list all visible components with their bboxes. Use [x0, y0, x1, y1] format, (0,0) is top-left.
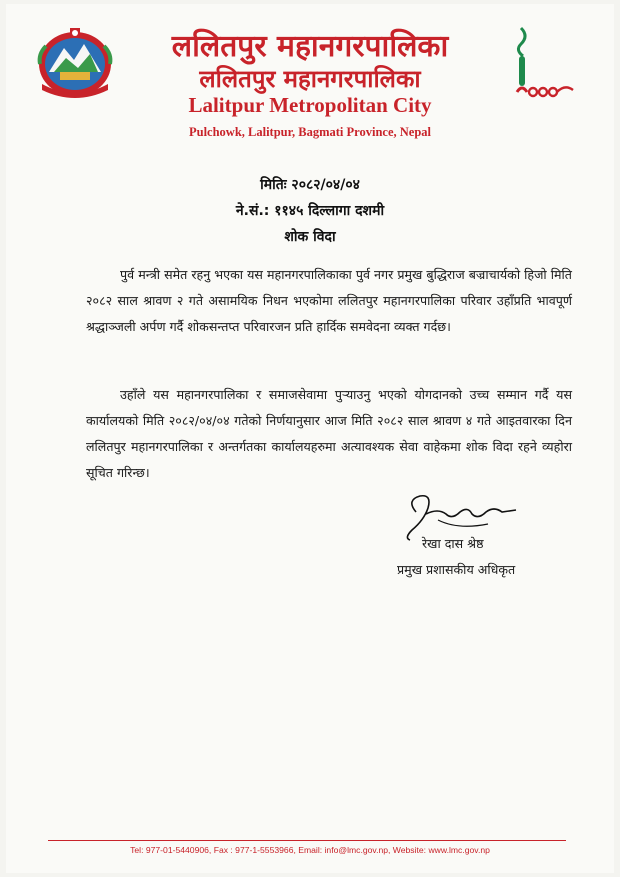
signatory-title: प्रमुख प्रशासकीय अधिकृत	[397, 562, 516, 577]
letter-subject: शोक विदा	[284, 229, 336, 245]
header-title-nepali: ललितपुर महानगरपालिका	[171, 29, 449, 64]
footer-divider	[48, 840, 566, 841]
header-title-local-script: ललितपुर महानगरपालिका	[199, 64, 421, 93]
header-title-english: Lalitpur Metropolitan City	[188, 93, 432, 117]
signatory-name: रेखा दास श्रेष्ठ	[422, 536, 484, 551]
body-paragraph-1: पुर्व मन्त्री समेत रहनु भएका यस महानगरपालिकाका पुर्व नगर प्रमुख बुद्धिराज बज्राचार्यको हिजो मिति २०८२ साल श्रावण २ गते असामयिक निधन भएकोमा ललितपुर महानगरपालिका परिवार उहाँप्रति भावपूर्ण श्रद्धाञ्जली अर्पण गर्दै शोकसन्तप्त परिवारजन प्रति हार्दिक समवेदना व्यक्त गर्दछ।	[86, 267, 572, 334]
body-paragraph-2: उहाँले यस महानगरपालिका र समाजसेवामा पुऱ्याउनु भएको योगदानको उच्च सम्मान गर्दै यस कार्यालयको मिति २०८२/०४/०४ गतेको निर्णयानुसार आज मिति २०८२ साल श्रावण ४ गते आइतवारका दिन ललितपुर महानगरपालिका र अन्तर्गतका कार्यालयहरुमा अत्यावश्यक सेवा वाहेकमा शोक विदा रहने व्यहोरा सूचित गरिन्छ।	[86, 387, 572, 480]
letter-reference: ने.सं.: ११४५ दिल्लागा दशमी	[235, 203, 385, 219]
letter-date: मितिः २०८२/०४/०४	[260, 177, 360, 193]
header-address: Pulchowk, Lalitpur, Bagmati Province, Nepal	[188, 125, 432, 139]
footer-contact: Tel: 977-01-5440906, Fax : 977-1-5553966, Email: info@lmc.gov.np, Website: www.lmc.gov.np	[130, 845, 490, 855]
